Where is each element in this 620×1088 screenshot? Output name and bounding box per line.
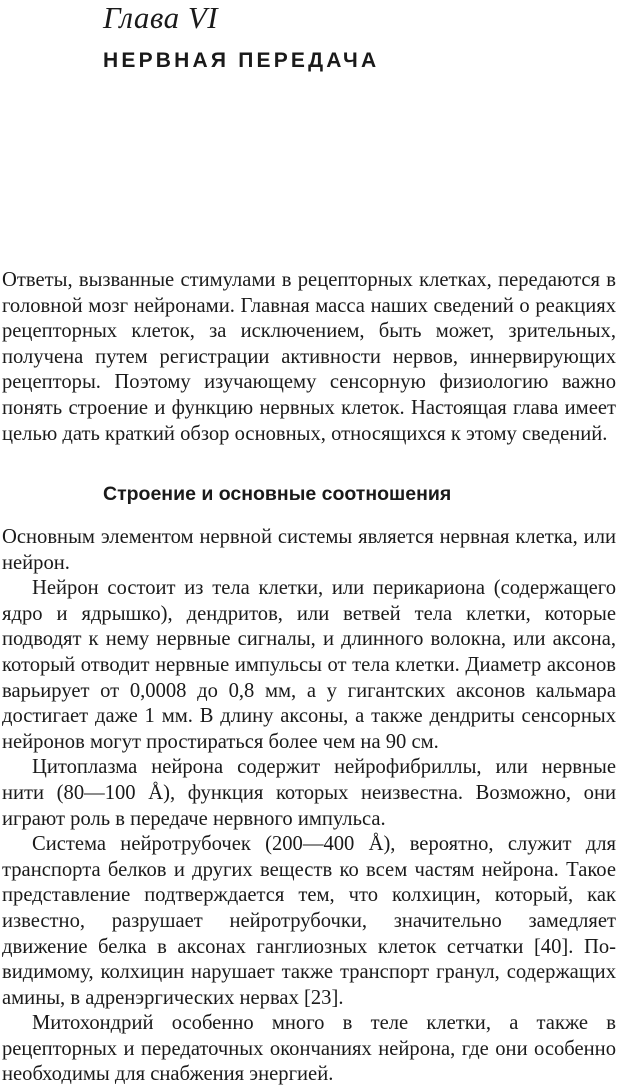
body-paragraph-3: Цитоплазма нейрона содержит нейрофибриллы, или нервные нити (80—100 Å), функция которых неизвестна. Возможно, они играют роль в передаче нервного импульса. <box>2 756 616 830</box>
section-heading: Строение и основные соотношения <box>103 483 452 505</box>
body-paragraph-4: Система нейротрубочек (200—400 Å), вероятно, служит для транспорта белков и других веществ ко всем частям нейрона. Такое представление подтверждается тем, что колхицин, который, как известно, разрушает нейротрубочки, значительно замедляет движение белка в аксонах ганглиозных клеток сетчатки [40]. По-видимому, колхицин нарушает также транспорт гранул, содержащих амины, в адренэргических нервах [23]. <box>2 833 616 1009</box>
chapter-label: Глава VI <box>103 0 219 35</box>
body-paragraph-2: Нейрон состоит из тела клетки, или перикариона (содержащего ядро и ядрышко), дендритов, или ветвей тела клетки, которые подводят к нему нервные сигналы, и длинного волокна, или аксона, который отводит нервные импульсы от тела клетки. Диаметр аксонов варьирует от 0,0008 до 0,8 мм, а у гигантских аксонов кальмара достигает даже 1 мм. В длину аксоны, а также дендриты сенсорных нейронов могут простираться более чем на 90 см. <box>2 577 616 753</box>
body-paragraph-5: Митохондрий особенно много в теле клетки, а также в рецепторных и передаточных окончаниях нейрона, где они особенно необходимы для снабжения энергией. <box>2 1012 616 1086</box>
chapter-title: НЕРВНАЯ ПЕРЕДАЧА <box>103 49 380 72</box>
body-paragraph-1: Основным элементом нервной системы является нервная клетка, или нейрон. <box>2 526 616 574</box>
intro-block <box>2 268 616 447</box>
intro-paragraph: Ответы, вызванные стимулами в рецепторных клетках, передаются в головной мозг нейронами. Главная масса наших сведений о реакциях рецепторных клеток, за исключением, быть может, зрительных, получена путем регистрации активности нервов, иннервирующих рецепторы. Поэтому изучающему сенсорную физиологию важно понять строение и функцию нервных клеток. Настоящая глава имеет целью дать краткий обзор основных, относящихся к этому сведений. <box>2 269 616 445</box>
section-body <box>2 525 616 1088</box>
